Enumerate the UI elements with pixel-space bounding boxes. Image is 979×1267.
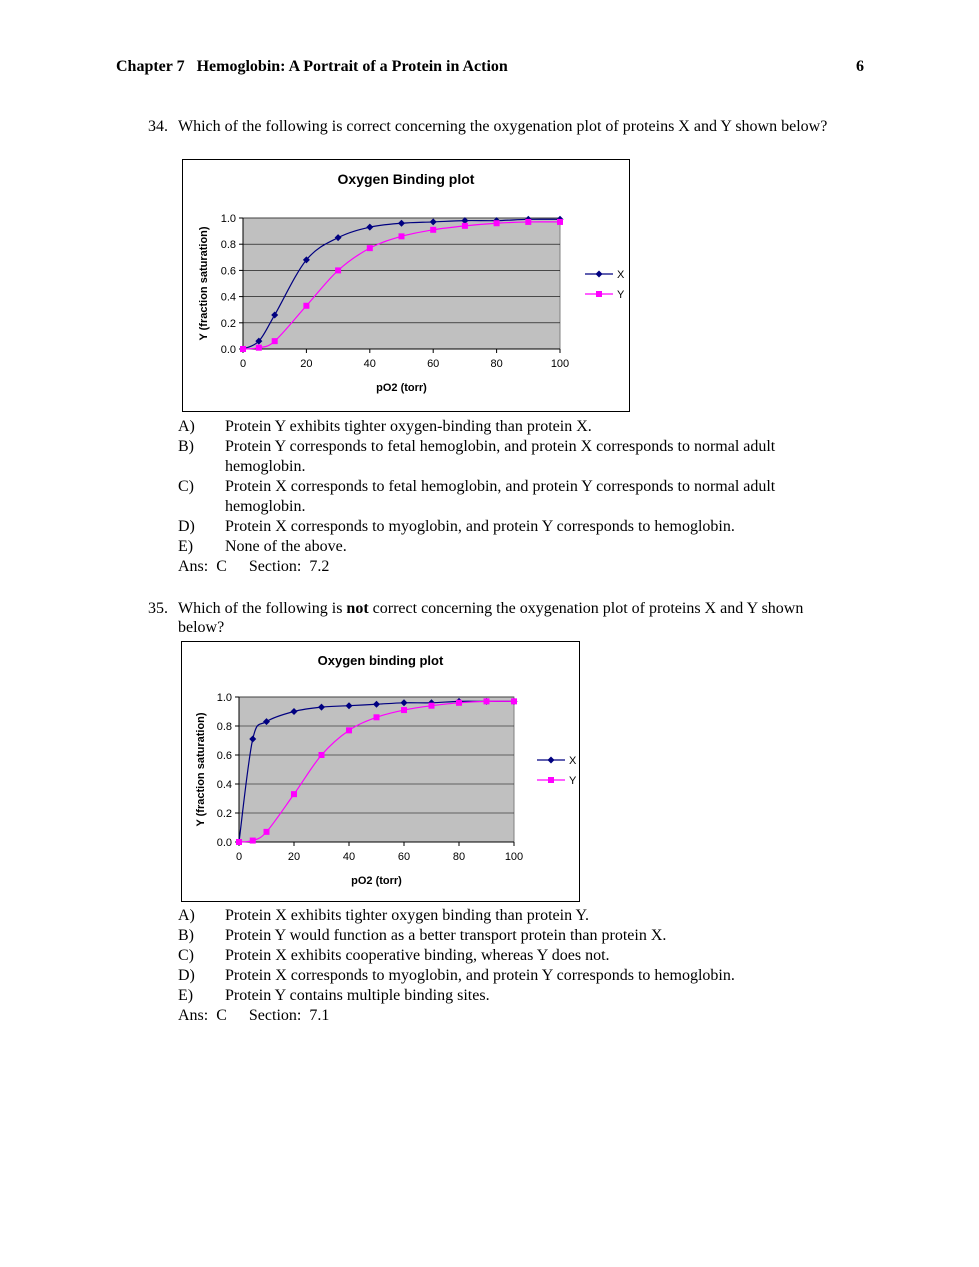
y-tick-label: 0.4 [216, 779, 232, 791]
data-point-y [494, 220, 500, 226]
choice-letter: B) [178, 438, 194, 455]
choice-letter: A) [178, 418, 195, 435]
question-text-part: correct concerning the oxygenation plot of proteins X and Y shown below? [178, 600, 804, 636]
data-point-y [511, 698, 517, 704]
choice-e [178, 986, 858, 1006]
legend-marker-x [548, 757, 555, 764]
y-tick-label: 0.6 [220, 265, 236, 278]
legend-label-x: X [617, 269, 625, 281]
data-point-y [429, 703, 435, 709]
choice-d [178, 966, 858, 986]
y-axis-label: Y (fraction saturation) [195, 712, 207, 827]
question-text-part: Which of the following is [178, 600, 347, 617]
question-number: 35. [148, 600, 168, 617]
section-label: Section: [248, 1007, 302, 1024]
x-tick-label: 80 [490, 358, 503, 370]
choice-letter: A) [178, 907, 195, 924]
data-point-y [319, 752, 325, 758]
x-tick-label: 20 [300, 358, 313, 370]
y-tick-label: 0.2 [220, 317, 236, 330]
data-point-y [335, 267, 341, 273]
section-label: Section: [248, 558, 302, 575]
choice-text: None of the above. [225, 538, 347, 555]
choice-c [178, 477, 858, 517]
x-tick-label: 20 [287, 851, 301, 863]
choice-text: Protein Y corresponds to fetal hemoglobin, and protein X corresponds to normal adult hemoglobin. [225, 438, 776, 475]
y-tick-label: 1.0 [216, 692, 232, 704]
choice-letter: E) [178, 538, 194, 555]
data-point-y [291, 791, 297, 797]
data-point-y [484, 698, 490, 704]
x-tick-label: 40 [363, 358, 376, 370]
choice-b [178, 926, 858, 946]
choices-34 [178, 417, 858, 577]
answer-label: Ans: [178, 558, 209, 575]
choice-letter: D) [178, 518, 195, 535]
x-tick-label: 0 [235, 851, 243, 863]
choice-a [178, 906, 858, 926]
data-point-y [367, 245, 373, 251]
choice-a [178, 417, 858, 437]
data-point-y [399, 233, 405, 239]
data-point-y [456, 700, 462, 706]
answer-value: C [216, 1007, 227, 1024]
choice-text: Protein Y would function as a better transport protein than protein X. [225, 927, 667, 944]
data-point-y [374, 714, 380, 720]
y-axis-label: Y (fraction saturation) [198, 226, 210, 341]
y-tick-label: 1.0 [220, 213, 236, 225]
choices-35 [178, 906, 858, 1026]
answer-value: C [216, 558, 227, 575]
choice-letter: C) [178, 947, 194, 964]
legend-marker-y [596, 291, 602, 297]
x-tick-label: 40 [342, 851, 356, 863]
page-header [116, 58, 864, 76]
data-point-y [272, 338, 278, 344]
data-point-y [240, 346, 246, 352]
choice-letter: D) [178, 967, 195, 984]
chart-svg [182, 642, 579, 901]
choice-d [178, 517, 858, 537]
answer-line [178, 557, 858, 577]
choice-text: Protein X corresponds to fetal hemoglobin, and protein Y corresponds to normal adult hemoglobin. [225, 478, 776, 515]
chart-title: Oxygen Binding plot [337, 171, 475, 187]
choice-text: Protein X corresponds to myoglobin, and protein Y corresponds to hemoglobin. [225, 967, 735, 984]
choice-c [178, 946, 858, 966]
y-tick-label: 0.6 [216, 750, 232, 762]
x-tick-label: 100 [504, 851, 524, 863]
x-axis-label: pO2 (torr) [376, 382, 427, 394]
data-point-y [346, 727, 352, 733]
chart-oxygen-binding-34 [182, 159, 630, 412]
question-number: 34. [148, 118, 168, 135]
question-34 [148, 117, 848, 136]
legend-label-y: Y [617, 289, 625, 301]
choice-letter: E) [178, 987, 194, 1004]
answer-label: Ans: [178, 1007, 209, 1024]
chart-oxygen-binding-35 [181, 641, 580, 902]
x-axis-label: pO2 (torr) [351, 875, 402, 887]
choice-b [178, 437, 858, 477]
x-tick-label: 0 [239, 358, 247, 370]
x-tick-label: 80 [452, 851, 466, 863]
data-point-y [462, 223, 468, 229]
data-point-y [256, 345, 262, 351]
y-tick-label: 0.2 [216, 808, 232, 820]
choice-text: Protein Y exhibits tighter oxygen-binding than protein X. [225, 418, 592, 435]
choice-text: Protein X corresponds to myoglobin, and protein Y corresponds to hemoglobin. [225, 518, 735, 535]
question-emphasis: not [346, 600, 369, 617]
data-point-y [303, 303, 309, 309]
question-35 [148, 599, 848, 637]
x-tick-label: 100 [550, 358, 570, 370]
answer-line [178, 1006, 858, 1026]
section-value: 7.2 [309, 558, 330, 575]
data-point-y [236, 839, 242, 845]
y-tick-label: 0.0 [220, 344, 236, 356]
legend-label-x: X [569, 755, 577, 767]
x-tick-label: 60 [397, 851, 411, 863]
choice-text: Protein X exhibits tighter oxygen binding than protein Y. [225, 907, 589, 924]
choice-e [178, 537, 858, 557]
question-text: Which of the following is correct concerning the oxygenation plot of proteins X and Y shown below? [178, 118, 828, 135]
choice-text: Protein X exhibits cooperative binding, whereas Y does not. [225, 947, 610, 964]
section-value: 7.1 [309, 1007, 330, 1024]
y-tick-label: 0.4 [220, 291, 236, 304]
y-tick-label: 0.8 [216, 721, 232, 733]
choice-letter: C) [178, 478, 194, 495]
legend-label-y: Y [569, 775, 577, 787]
y-tick-label: 0.0 [216, 837, 232, 849]
chart-title: Oxygen binding plot [317, 653, 444, 668]
data-point-y [430, 227, 436, 233]
data-point-y [401, 707, 407, 713]
choice-text: Protein Y contains multiple binding sites. [225, 987, 490, 1004]
y-tick-label: 0.8 [220, 239, 236, 252]
chapter-title: Chapter 7 Hemoglobin: A Portrait of a Protein in Action [116, 58, 508, 75]
choice-letter: B) [178, 927, 194, 944]
chart-svg [183, 160, 629, 411]
data-point-y [250, 838, 256, 844]
x-tick-label: 60 [427, 358, 440, 370]
legend-marker-y [548, 777, 554, 783]
page-number: 6 [856, 58, 864, 75]
legend-marker-x [596, 271, 603, 278]
data-point-y [557, 219, 563, 225]
data-point-y [264, 829, 270, 835]
question-text [178, 599, 848, 637]
data-point-y [525, 219, 531, 225]
